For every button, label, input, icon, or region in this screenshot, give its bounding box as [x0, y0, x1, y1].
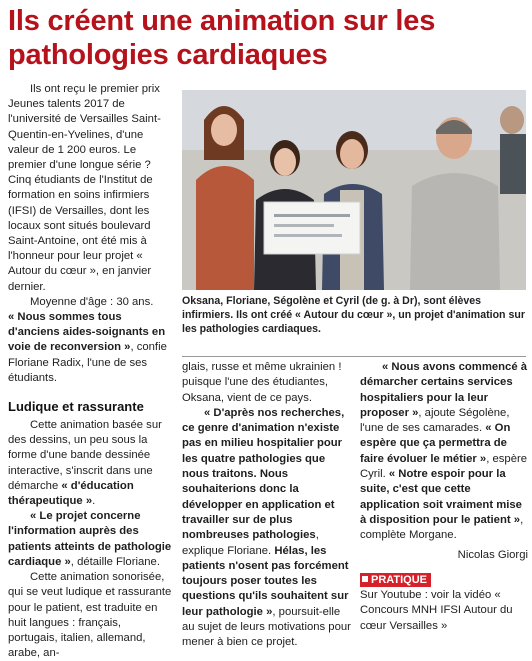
article-column-1 — [8, 82, 173, 661]
group-photo — [182, 90, 526, 290]
text: , ajoute Ségolène, l'une de ses camarades. — [360, 406, 510, 435]
quote: « Notre espoir pour la suite, c'est que cette application soit vraiment mise à disposition pour le patient » — [360, 468, 522, 526]
text: , confie Floriane Radix, l'une de ses étudiants. — [8, 341, 167, 384]
text: , détaille Floriane. — [70, 555, 160, 568]
paragraph — [182, 406, 354, 651]
text: Cette animation basée sur des dessins, un peu sous la forme d'une bande dessinée interactive, s'inscrit dans une démarche — [8, 419, 162, 492]
text: , explique Floriane. — [182, 529, 319, 557]
quote: « Le projet concerne l'information auprès des patients atteints de pathologie cardiaque » — [8, 510, 172, 568]
quote: « Nous avons commencé à démarcher certains services hospitaliers pour la leur proposer » — [360, 361, 528, 419]
article-column-2 — [182, 360, 354, 651]
paragraph — [8, 509, 173, 570]
text: , espère Cyril. — [360, 452, 528, 481]
quote: « Nous sommes tous d'anciens aides-soignants en voie de reconversion » — [8, 311, 166, 354]
quote: « D'après nos recherches, ce genre d'animation n'existe pas en milieu hospitalier pour les quatre pathologies que nous traitons. Nous souhaiterions donc la développer en application et travailler sur de plus nombreuses pathologies — [182, 406, 345, 542]
paragraph: Ils ont reçu le premier prix Jeunes talents 2017 de l'université de Versailles Saint-Quentin-en-Yvelines, d'une valeur de 1 200 euros. Le premier d'une longue série ? Cinq étudiants de l'Institut de formation en soins infirmiers (IFSI) de Versailles, dont les locaux sont situés boulevard Saint-Antoine, ont été mis à l'honneur pour leur projet « Autour du cœur », en janvier dernier. — [8, 83, 161, 293]
paragraph — [360, 360, 528, 544]
badge-label: PRATIQUE — [371, 573, 428, 586]
paragraph: glais, russe et même ukrainien ! puisque l'une des étudiantes, Oksana, vient de ce pays. — [182, 361, 342, 404]
photo-illustration — [182, 90, 526, 290]
quote: Hélas, les patients n'osent pas forcément toujours poser toutes les questions qu'ils souhaitent sur leur pathologie » — [182, 544, 349, 618]
article-column-3 — [360, 360, 528, 634]
headline: Ils créent une animation sur les pathologies cardiaques — [8, 5, 436, 71]
paragraph: Moyenne d'âge : 30 ans. — [30, 295, 154, 308]
youtube-info: Sur Youtube : voir la vidéo « Concours MNH IFSI Autour du cœur Versailles » — [360, 589, 513, 632]
text: , complète Morgane. — [360, 513, 524, 542]
paragraph — [8, 418, 173, 509]
text: . — [92, 495, 96, 508]
quote: « d'éducation thérapeutique » — [8, 479, 134, 508]
quote: « On espère que ça permettra de faire évoluer le métier » — [360, 422, 511, 465]
text: , poursuit-elle au sujet de leurs motivations pour mener à bien ce projet. — [182, 605, 351, 649]
author-byline: Nicolas Giorgi — [457, 548, 528, 561]
subheading: Ludique et rassurante — [8, 399, 144, 415]
divider — [182, 356, 526, 357]
square-bullet-icon — [362, 576, 368, 582]
photo-caption: Oksana, Floriane, Ségolène et Cyril (de g. à Dr), sont élèves infirmiers. Ils ont créé « Autour du cœur », un projet d'animation sur les pathologies cardiaques. — [182, 295, 525, 336]
pratique-badge — [360, 573, 431, 587]
paragraph: Cette animation sonorisée, qui se veut ludique et rassurante pour le patient, est traduite en huit langues : français, portugais, italien, allemand, arabe, an- — [8, 571, 172, 660]
paragraph — [8, 310, 173, 386]
